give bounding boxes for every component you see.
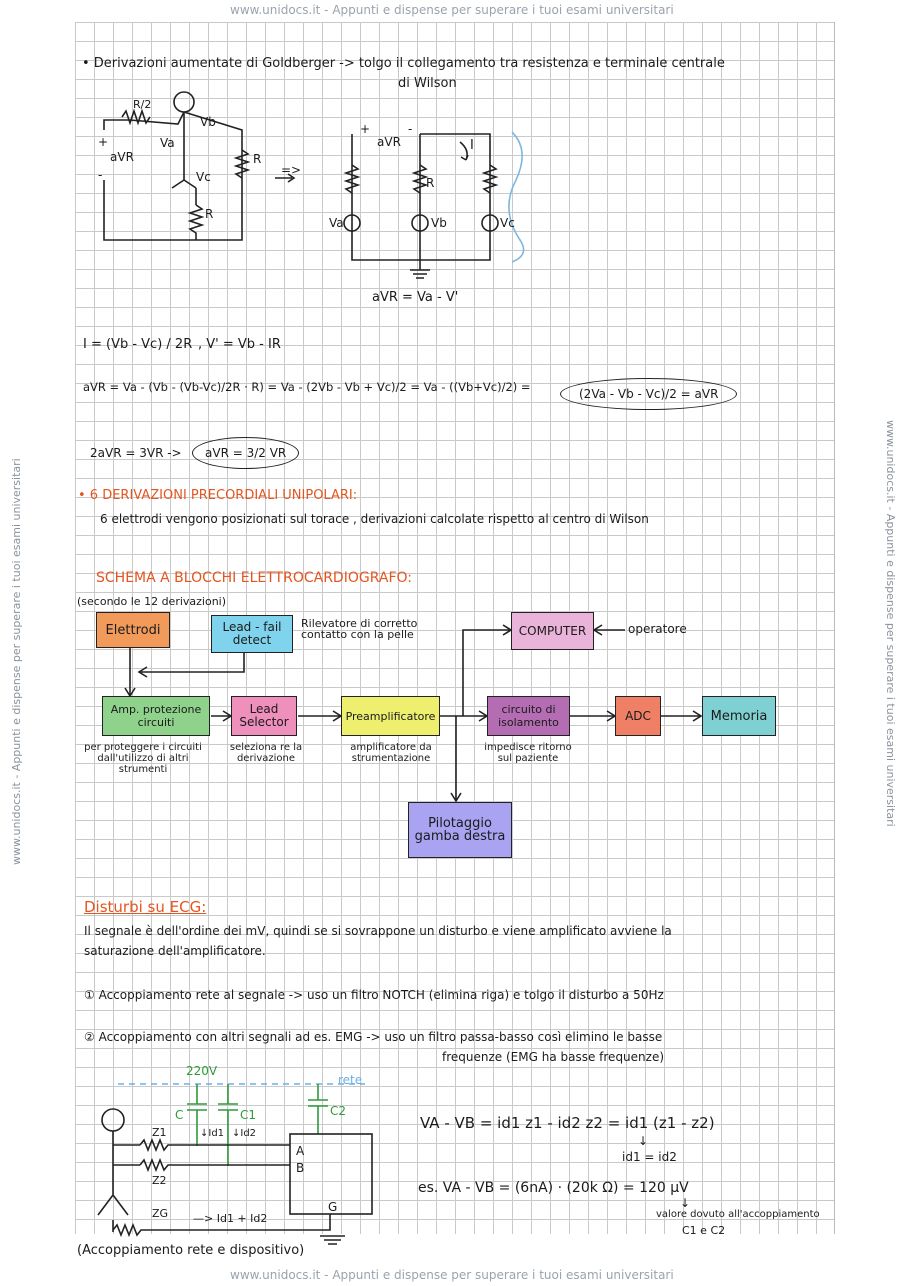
precordial-title: • 6 DERIVAZIONI PRECORDIALI UNIPOLARI:: [78, 488, 358, 503]
disturbi-title: Disturbi su ECG:: [84, 898, 207, 916]
block-lead-sel: Lead Selector: [231, 696, 297, 736]
rc-va: Va: [329, 216, 344, 230]
lc-r1: R: [253, 152, 262, 166]
lc-vb: Vb: [200, 115, 216, 129]
coupling-c: C: [175, 1108, 184, 1122]
disturbi-item2b: frequenze (EMG ha basse frequenze): [442, 1050, 665, 1064]
block-memoria: Memoria: [702, 696, 776, 736]
note-operatore: operatore: [628, 622, 687, 636]
coupling-caption: (Accoppiamento rete e dispositivo): [77, 1243, 305, 1258]
eq-v-prime: , V' = Vb - IR: [198, 337, 281, 352]
coupling-a: A: [296, 1144, 305, 1158]
lc-r2: R: [205, 207, 214, 221]
lc-va: Va: [160, 136, 175, 150]
disturbi-item2: ② Accoppiamento con altri segnali ad es. EMG -> uso un filtro passa-basso così elimino le basse: [84, 1030, 663, 1044]
block-lead-fail: Lead - fail detect: [211, 615, 293, 653]
precordial-text: 6 elettrodi vengono posizionati sul torace , derivazioni calcolate rispetto al centro di Wilson: [100, 512, 649, 526]
coupling-eq2: es. VA - VB = (6nA) · (20k Ω) = 120 μV: [418, 1180, 689, 1196]
lc-vc: Vc: [196, 170, 211, 184]
watermark-left: www.unidocs.it - Appunti e dispense per superare i tuoi esami universitari: [10, 458, 23, 865]
rc-vc: Vc: [500, 216, 515, 230]
coupling-g: G: [328, 1200, 338, 1214]
block-diagram-subtitle: (secondo le 12 derivazioni): [77, 595, 227, 608]
disturbi-para1: Il segnale è dell'ordine dei mV, quindi se si sovrappone un disturbo e viene amplificato avviene la: [84, 924, 672, 938]
coupling-rete: rete: [338, 1073, 363, 1087]
note-lead-sel: seleziona re la derivazione: [229, 742, 303, 764]
rc-r: R: [426, 176, 435, 190]
coupling-sum: —> Id1 + Id2: [193, 1212, 268, 1225]
block-diagram-title: SCHEMA A BLOCCHI ELETTROCARDIOGRAFO:: [96, 570, 412, 586]
coupling-id1: ↓Id1: [200, 1128, 225, 1139]
eq-i-def: I = (Vb - Vc) / 2R: [83, 337, 193, 352]
rc-current: I: [470, 138, 474, 153]
coupling-eq1-sub: id1 = id2: [622, 1150, 677, 1164]
note-preamp: amplificatore da strumentazione: [350, 742, 432, 764]
equation-avr: aVR = Va - V': [372, 290, 459, 305]
coupling-eq1-arrow: ↓: [638, 1134, 649, 1148]
coupling-eq2-note: valore dovuto all'accoppiamento: [656, 1209, 820, 1220]
watermark-bottom: www.unidocs.it - Appunti e dispense per superare i tuoi esami universitari: [230, 1268, 674, 1282]
goldberger-bullet: • Derivazioni aumentate di Goldberger -> tolgo il collegamento tra resistenza e terminale centrale: [82, 56, 725, 71]
rc-vb: Vb: [431, 216, 447, 230]
coupling-eq2-arrow: ↓: [680, 1196, 691, 1210]
coupling-z2: Z2: [152, 1174, 167, 1187]
watermark-top: www.unidocs.it - Appunti e dispense per superare i tuoi esami universitari: [230, 3, 674, 17]
lc-avr: aVR: [110, 150, 134, 164]
lc-r-half: R/2: [133, 98, 152, 111]
note-circ-iso: impedisce ritorno sul paziente: [484, 742, 572, 764]
note-amp-prot: per proteggere i circuiti dall'utilizzo di altri strumenti: [84, 742, 202, 775]
block-preamp: Preamplificatore: [341, 696, 440, 736]
rc-minus: -: [408, 122, 413, 136]
eq-boxed: (2Va - Vb - Vc)/2 = aVR: [560, 378, 737, 410]
lc-plus: +: [98, 135, 109, 149]
block-elettrodi: Elettrodi: [96, 612, 170, 648]
coupling-c2: C2: [330, 1104, 347, 1118]
eq-long: aVR = Va - (Vb - (Vb-Vc)/2R · R) = Va - (2Vb - Vb + Vc)/2 = Va - ((Vb+Vc)/2) =: [83, 380, 531, 394]
coupling-c1: C1: [240, 1108, 257, 1122]
rc-avr: aVR: [377, 135, 401, 149]
block-computer: COMPUTER: [511, 612, 594, 650]
coupling-eq1: VA - VB = id1 z1 - id2 z2 = id1 (z1 - z2): [420, 1114, 715, 1132]
goldberger-arrow: =>: [281, 163, 302, 177]
eq-third-left: 2aVR = 3VR ->: [90, 446, 182, 460]
coupling-220v: 220V: [186, 1064, 218, 1078]
watermark-right: www.unidocs.it - Appunti e dispense per superare i tuoi esami universitari: [884, 420, 897, 827]
lc-minus: -: [98, 168, 103, 182]
coupling-id2: ↓Id2: [232, 1128, 257, 1139]
block-pilotaggio: Pilotaggio gamba destra: [408, 802, 512, 858]
block-adc: ADC: [615, 696, 661, 736]
note-lead-fail: Rilevatore di corretto contatto con la pelle: [301, 617, 418, 641]
eq-third-boxed: aVR = 3/2 VR: [192, 437, 299, 469]
rc-plus: +: [360, 122, 371, 136]
block-amp-prot: Amp. protezione circuiti: [102, 696, 210, 736]
block-circ-iso: circuito di isolamento: [487, 696, 570, 736]
coupling-b: B: [296, 1161, 305, 1175]
coupling-eq2-note2: C1 e C2: [682, 1224, 726, 1237]
coupling-zg: ZG: [152, 1207, 169, 1220]
coupling-z1: Z1: [152, 1126, 167, 1139]
disturbi-para1b: saturazione dell'amplificatore.: [84, 944, 266, 958]
goldberger-bullet-cont: di Wilson: [398, 76, 457, 91]
disturbi-item1: ① Accoppiamento rete al segnale -> uso un filtro NOTCH (elimina riga) e tolgo il disturbo a 50Hz: [84, 988, 664, 1002]
